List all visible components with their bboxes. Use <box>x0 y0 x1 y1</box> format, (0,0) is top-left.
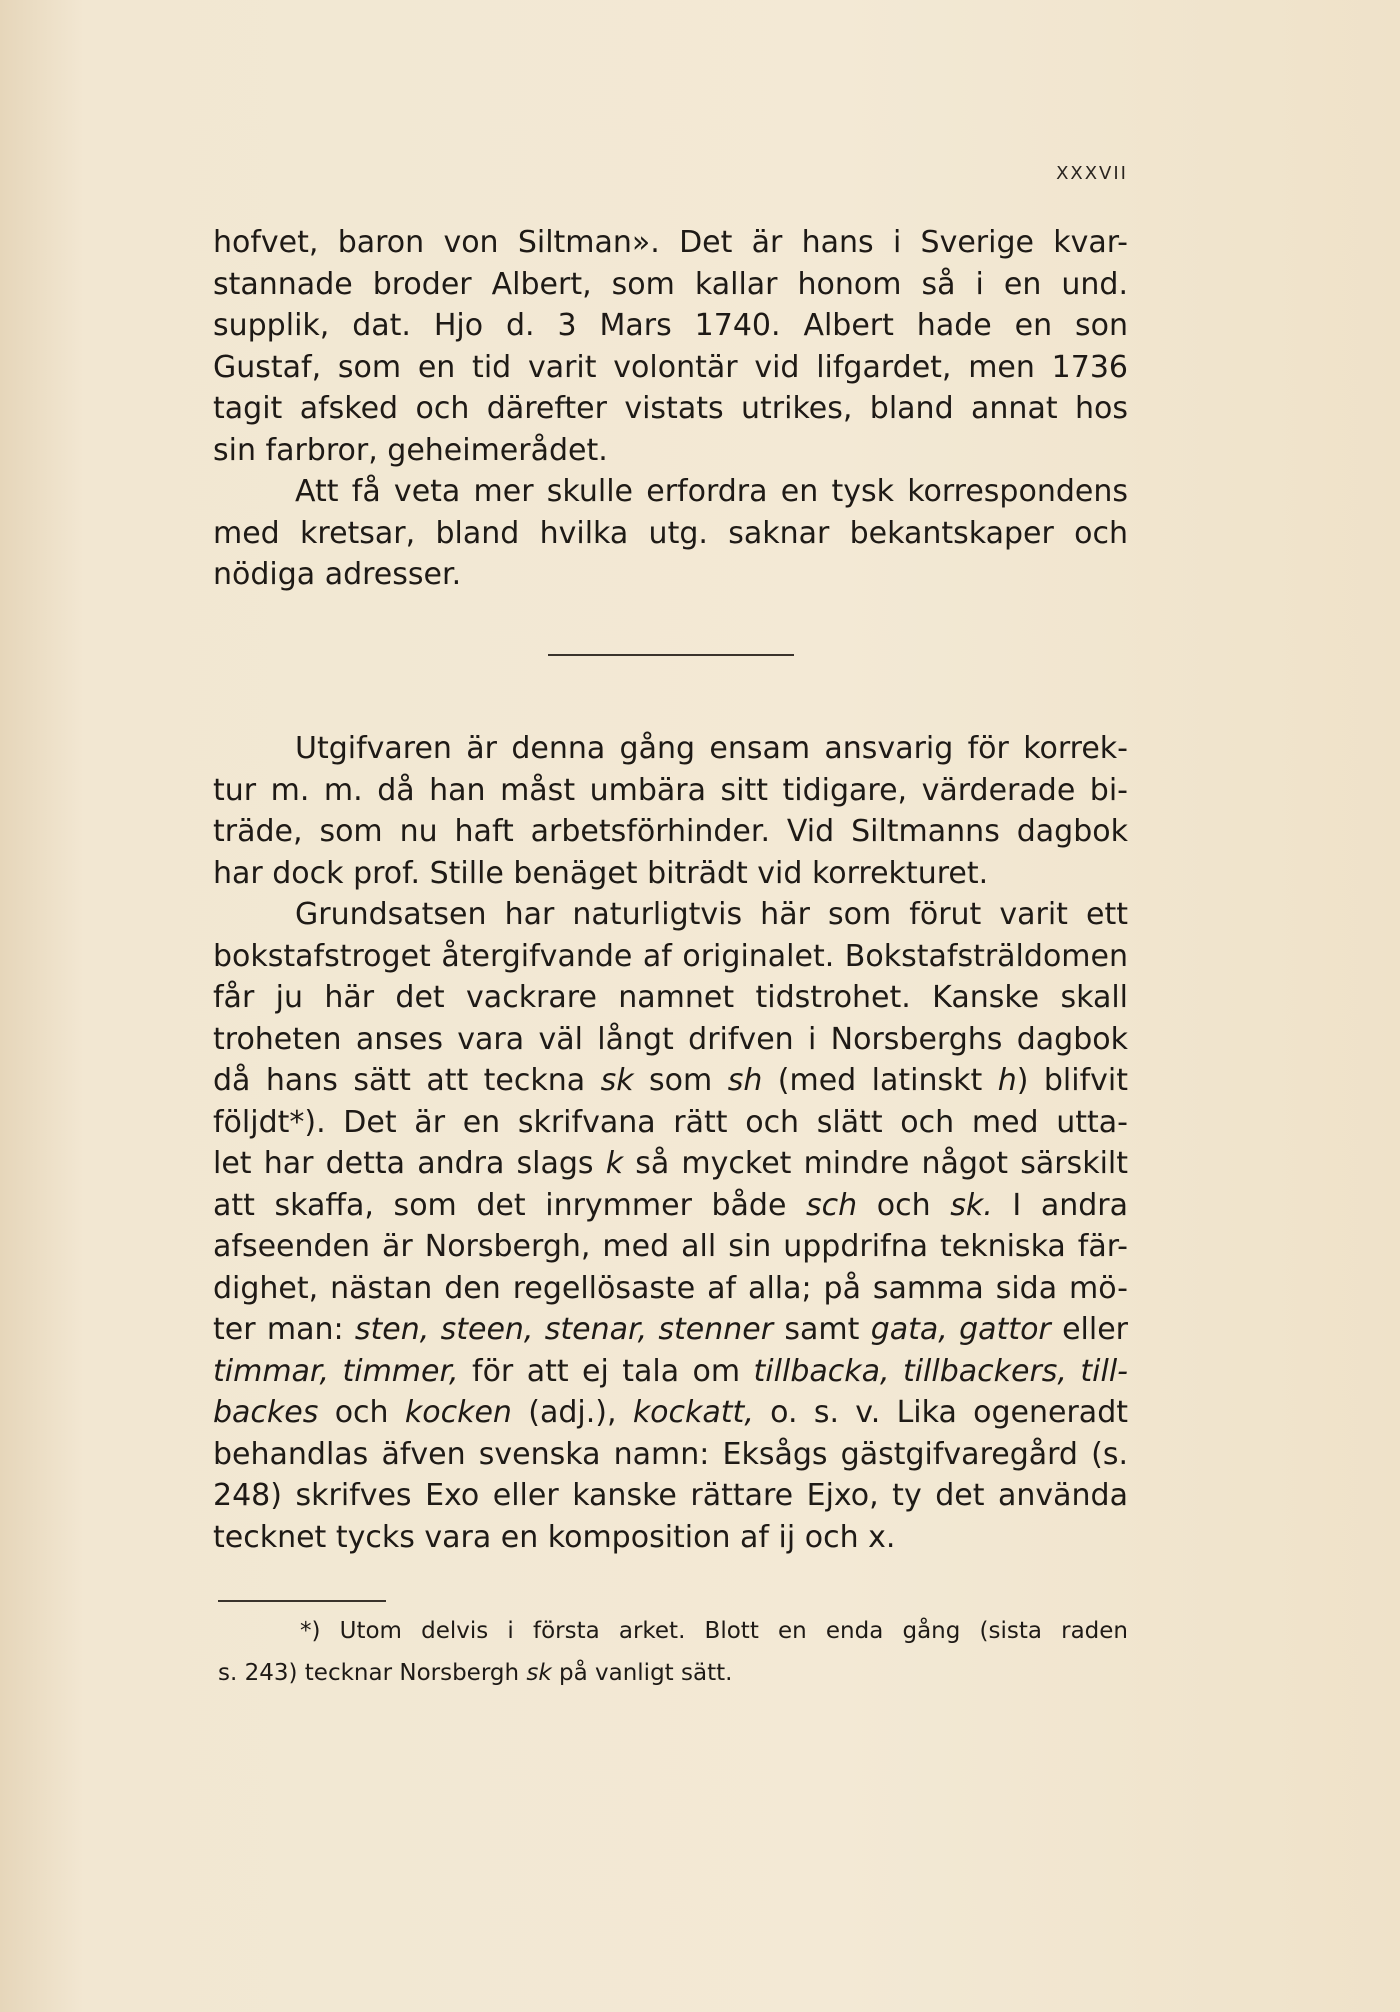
text-run: ) blifvit <box>1016 1063 1128 1098</box>
text-line: har dock prof. Stille benäget biträdt vid korrekturet. <box>213 855 989 891</box>
text-run: s. 243) tecknar Norsbergh <box>218 1660 527 1686</box>
footnote <box>218 1610 1128 1694</box>
text-line: följdt*). Det är en skrifvana rätt och slätt och med utta- <box>213 1104 1128 1140</box>
text-line: stannade broder Albert, som kallar honom så i en und. <box>213 266 1128 302</box>
italic-run: sk <box>526 1660 552 1686</box>
text-run: på vanligt sätt. <box>551 1660 733 1686</box>
text-line: supplik, dat. Hjo d. 3 Mars 1740. Albert hade en son <box>213 308 1128 343</box>
text-run: (adj.), <box>511 1395 633 1430</box>
editorial-note-block <box>213 728 1128 1558</box>
text-line <box>213 1309 1128 1351</box>
text-line: behandlas äfven svenska namn: Eksågs gästgifvaregård (s. <box>213 1436 1128 1472</box>
text-run: let har detta andra slags <box>213 1146 606 1181</box>
paragraph-korrespondens <box>213 471 1128 596</box>
italic-run: k <box>605 1146 624 1181</box>
text-run: för att ej tala om <box>458 1353 754 1389</box>
top-text-block <box>213 222 1128 596</box>
italic-run: timmar, timmer, <box>213 1353 459 1389</box>
text-line: Grundsatsen har naturligtvis här som förut varit ett <box>295 897 1128 932</box>
text-run: eller <box>1050 1312 1128 1347</box>
page-number: XXXVII <box>1056 163 1128 184</box>
text-line <box>213 1392 1128 1434</box>
text-line: tur m. m. då han måst umbära sitt tidigare, värderade bi- <box>213 772 1128 808</box>
italic-run: h <box>997 1063 1017 1098</box>
text-line: sin farbror, geheimerådet. <box>213 432 608 468</box>
text-run: och <box>857 1187 951 1223</box>
text-line <box>213 1185 1128 1227</box>
text-line: får ju här det vackrare namnet tidstrohet. Kanske skall <box>213 980 1128 1015</box>
text-run: så mycket mindre något särskilt <box>623 1146 1128 1181</box>
footnote-line <box>218 1652 1128 1694</box>
text-run: och <box>318 1395 405 1430</box>
text-line: hofvet, baron von Siltman». Det är hans i Sverige kvar- <box>213 225 1128 260</box>
text-run: ter man: <box>213 1312 355 1347</box>
text-line: afseenden är Norsbergh, med all sin uppdrifna tekniska fär- <box>213 1229 1128 1264</box>
italic-run: backes <box>213 1395 319 1430</box>
text-line: Utgifvaren är denna gång ensam ansvarig för korrek- <box>295 731 1128 766</box>
text-line: dighet, nästan den regellösaste af alla; på samma sida mö- <box>213 1270 1128 1306</box>
footnote-rule <box>218 1600 386 1602</box>
text-line: Att få veta mer skulle erfordra en tysk korrespondens <box>295 474 1128 509</box>
text-line <box>213 1351 1128 1393</box>
italic-run: sk <box>600 1063 634 1098</box>
section-divider <box>548 654 794 656</box>
text-line <box>213 1143 1128 1185</box>
text-run: o. s. v. Lika ogeneradt <box>753 1395 1128 1430</box>
italic-run: gata, gattor <box>870 1312 1051 1347</box>
italic-run: sh <box>727 1063 763 1098</box>
text-line: med kretsar, bland hvilka utg. saknar bekantskaper och <box>213 515 1128 551</box>
text-line: nödiga adresser. <box>213 557 462 592</box>
italic-run: sten, steen, stenar, stenner <box>354 1312 774 1347</box>
italic-run: kockatt, <box>632 1395 754 1430</box>
text-line: träde, som nu haft arbetsförhinder. Vid Siltmanns dagbok <box>213 814 1128 849</box>
text-line: bokstafstroget återgifvande af originalet. Bokstafsträldomen <box>213 938 1128 974</box>
text-run: (med latinskt <box>762 1063 998 1098</box>
text-line: troheten anses vara väl långt drifven i Norsberghs dagbok <box>213 1021 1128 1057</box>
italic-run: kocken <box>404 1395 512 1430</box>
text-run: då hans sätt att teckna <box>213 1063 601 1098</box>
text-run: som <box>633 1063 728 1098</box>
footnote-line: *) Utom delvis i första arket. Blott en enda gång (sista raden <box>300 1618 1128 1644</box>
paragraph-utgifvaren <box>213 728 1128 894</box>
italic-run: tillbacka, tillbackers, till- <box>753 1353 1128 1389</box>
text-line: Gustaf, som en tid varit volontär vid lifgardet, men 1736 <box>213 349 1128 385</box>
text-line <box>213 1060 1128 1102</box>
text-run: samt <box>773 1312 871 1347</box>
italic-run: sch <box>806 1187 858 1223</box>
paragraph-siltman <box>213 222 1128 471</box>
text-line: 248) skrifves Exo eller kanske rättare Ejxo, ty det använda <box>213 1478 1128 1513</box>
text-line: tecknet tycks vara en komposition af ij och x. <box>213 1519 896 1555</box>
text-run: att skaffa, som det inrymmer både <box>213 1187 807 1223</box>
text-line: tagit afsked och därefter vistats utrikes, bland annat hos <box>213 391 1128 426</box>
text-run: I andra <box>992 1187 1129 1223</box>
italic-run: sk. <box>950 1187 993 1223</box>
paragraph-grundsatsen <box>213 894 1128 1558</box>
